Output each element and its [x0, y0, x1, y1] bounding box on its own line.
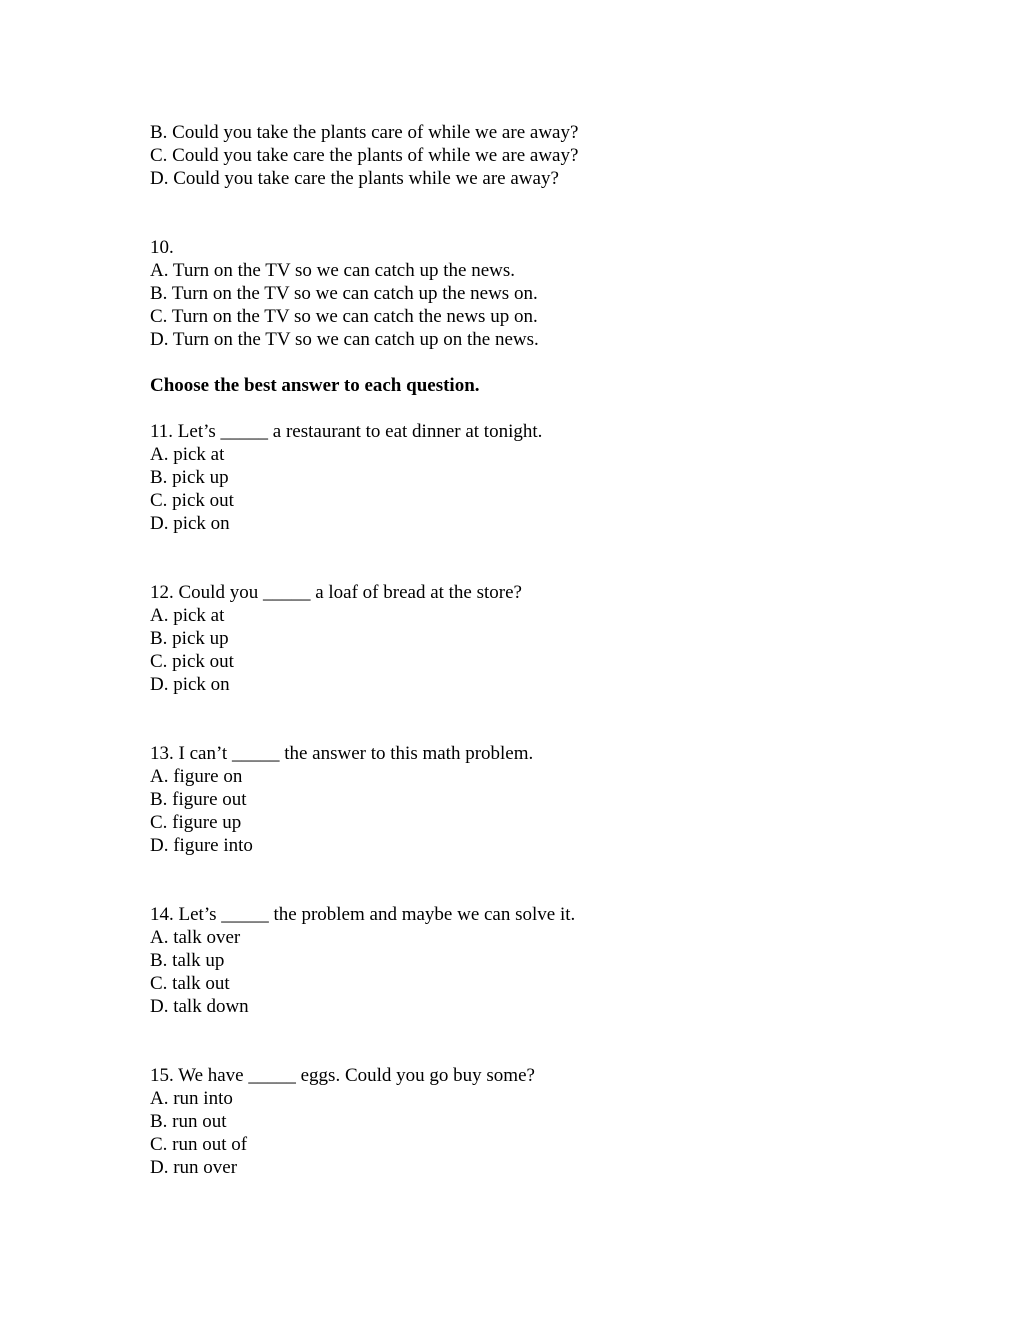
option-d: D. run over	[150, 1157, 238, 1178]
option-b: B. figure out	[150, 789, 247, 810]
option-a: A. talk over	[150, 927, 241, 948]
option-b: B. run out	[150, 1111, 227, 1132]
question-stem: 14. Let’s _____ the problem and maybe we can solve it.	[150, 904, 576, 925]
option-c: C. figure up	[150, 812, 242, 833]
option-b: B. Could you take the plants care of while we are away?	[150, 122, 579, 143]
option-c: C. Could you take care the plants of while we are away?	[150, 145, 579, 166]
option-a: A. pick at	[150, 605, 225, 626]
option-b: B. talk up	[150, 950, 225, 971]
option-c: C. run out of	[150, 1134, 248, 1155]
option-a: A. pick at	[150, 444, 225, 465]
question-stem: 12. Could you _____ a loaf of bread at the store?	[150, 582, 522, 603]
option-d: D. talk down	[150, 996, 249, 1017]
option-d: D. pick on	[150, 513, 230, 534]
section-instruction: Choose the best answer to each question.	[150, 375, 480, 396]
option-c: C. pick out	[150, 490, 234, 511]
option-b: B. pick up	[150, 467, 229, 488]
question-stem: 13. I can’t _____ the answer to this math problem.	[150, 743, 534, 764]
question-stem: 15. We have _____ eggs. Could you go buy some?	[150, 1065, 535, 1086]
question-stem: 11. Let’s _____ a restaurant to eat dinner at tonight.	[150, 421, 543, 442]
option-d: D. figure into	[150, 835, 253, 856]
option-c: C. Turn on the TV so we can catch the news up on.	[150, 306, 538, 327]
option-a: A. Turn on the TV so we can catch up the news.	[150, 260, 515, 281]
option-d: D. Could you take care the plants while we are away?	[150, 168, 559, 189]
option-d: D. pick on	[150, 674, 230, 695]
question-number: 10.	[150, 237, 174, 258]
option-b: B. Turn on the TV so we can catch up the news on.	[150, 283, 538, 304]
option-a: A. figure on	[150, 766, 243, 787]
option-b: B. pick up	[150, 628, 229, 649]
option-c: C. pick out	[150, 651, 234, 672]
option-c: C. talk out	[150, 973, 230, 994]
option-d: D. Turn on the TV so we can catch up on the news.	[150, 329, 539, 350]
option-a: A. run into	[150, 1088, 233, 1109]
